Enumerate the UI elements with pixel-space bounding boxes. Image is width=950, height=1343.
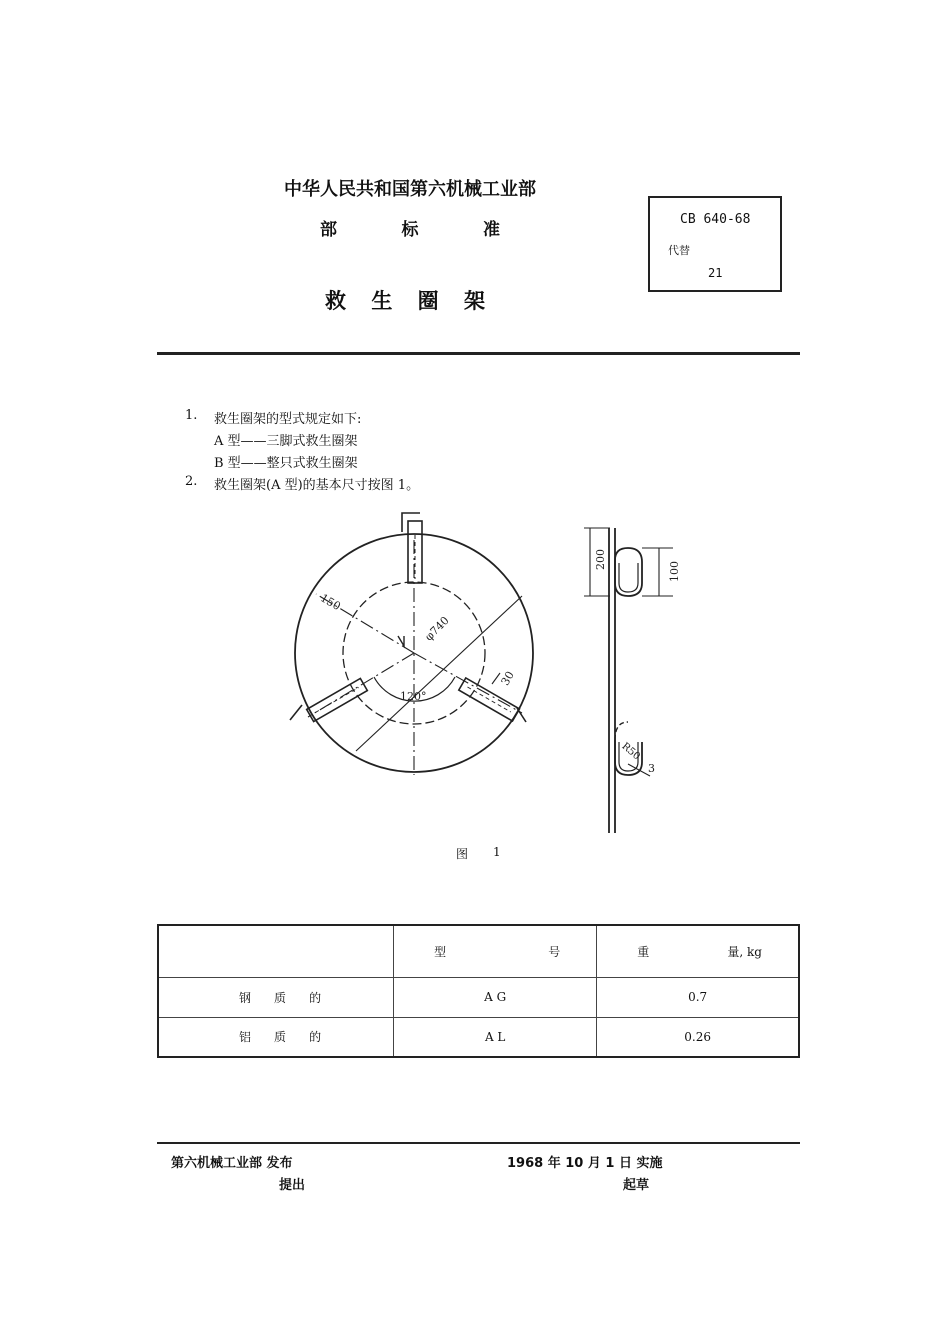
replaces-number: 21	[708, 266, 723, 280]
clause-2-text: 救生圈架(A 型)的基本尺寸按图 1。	[214, 478, 420, 493]
weight-table	[157, 924, 800, 1058]
type-b-definition: B 型——整只式救生圈架	[214, 456, 358, 471]
standard-type-char: 标	[401, 220, 419, 240]
replaces-label: 代替	[668, 244, 690, 257]
title-char: 生	[371, 289, 393, 313]
footer-issuer: 第六机械工业部 发布	[171, 1156, 293, 1171]
issuing-authority: 中华人民共和国第六机械工业部	[284, 179, 536, 200]
type-a-definition: A 型——三脚式救生圈架	[214, 434, 358, 449]
figure-caption-number: 1	[493, 845, 501, 859]
table-header-row	[158, 925, 799, 977]
title-char: 救	[325, 289, 346, 313]
material-cell: 钢 质 的	[158, 977, 394, 1017]
table-header-blank	[158, 925, 394, 977]
dim-200-label: 200	[594, 549, 607, 570]
dim-150-label: 150	[318, 591, 343, 614]
weight-cell: 0.26	[597, 1017, 799, 1057]
standard-type-char: 准	[483, 220, 500, 240]
table-header-model: 型 号	[394, 925, 597, 977]
footer-divider	[157, 1142, 800, 1144]
dim-100-label: 100	[668, 561, 681, 582]
model-cell: A L	[394, 1017, 597, 1057]
dim-30-label: 30	[498, 669, 517, 688]
clause-1-text: 救生圈架的型式规定如下:	[214, 412, 362, 427]
standard-type-char: 部	[320, 220, 337, 240]
standard-code: CB 640-68	[680, 212, 751, 227]
dim-angle-label: 120°	[400, 690, 427, 703]
material-cell: 铝 质 的	[158, 1017, 394, 1057]
table-row	[158, 1017, 799, 1057]
footer-effective-date: 1968 年 10 月 1 日 实施	[507, 1156, 663, 1171]
title-char: 圈	[417, 289, 439, 313]
clause-2-number: 2.	[185, 474, 198, 489]
weight-cell: 0.7	[597, 977, 799, 1017]
dim-3-label: 3	[648, 762, 655, 775]
title-char: 架	[463, 289, 485, 313]
dim-r50-label: R50	[619, 740, 643, 763]
model-cell: A G	[394, 977, 597, 1017]
clause-1-number: 1.	[185, 408, 198, 423]
footer-drafter: 起草	[623, 1178, 650, 1193]
footer-proposer: 提出	[279, 1178, 306, 1193]
figure-caption-label: 图	[456, 847, 469, 861]
table-header-weight: 重 量, kg	[597, 925, 799, 977]
dim-diameter-label: φ740	[422, 613, 452, 644]
table-row	[158, 977, 799, 1017]
